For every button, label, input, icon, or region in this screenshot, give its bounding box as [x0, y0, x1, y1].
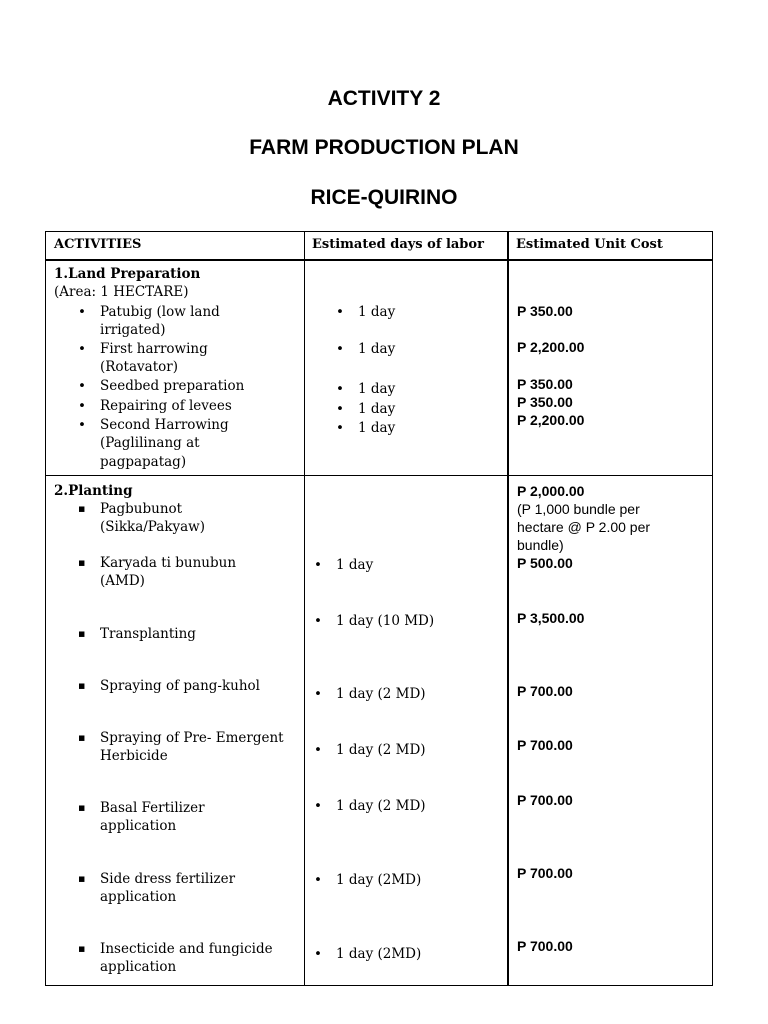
land-item-second-harrowing-cont: pagpapatag): [100, 454, 187, 470]
column-divider: [507, 232, 509, 985]
planting-item-insecticide-cont: application: [100, 959, 177, 975]
planting-item-insecticide: ▪ Insecticide and fungicide: [100, 940, 273, 958]
land-item-first-harrowing-cont: (Rotavator): [100, 359, 178, 375]
planting-item-pang-kuhol: ▪ Spraying of pang-kuhol: [100, 677, 260, 695]
planting-cost-pang-kuhol: P 700.00: [517, 683, 573, 699]
land-item-patubig-cont: irrigated): [100, 322, 166, 338]
planting-cost-basal-fertilizer: P 700.00: [517, 792, 573, 808]
planting-item-pagbubunot: ▪ Pagbubunot: [100, 500, 182, 518]
planting-cost-side-dress: P 700.00: [517, 865, 573, 881]
planting-item-basal-fertilizer: ▪ Basal Fertilizer: [100, 799, 205, 817]
planting-days-pre-emergent: • 1 day (2 MD): [336, 741, 426, 759]
land-cost-seedbed: P 350.00: [517, 376, 573, 392]
land-item-patubig: • Patubig (low land: [100, 303, 220, 321]
land-area: (Area: 1 HECTARE): [54, 284, 189, 300]
land-item-first-harrowing: • First harrowing: [100, 340, 208, 358]
section-divider: [46, 475, 712, 476]
planting-cost-transplanting: P 3,500.00: [517, 610, 585, 626]
planting-item-karyada-cont: (AMD): [100, 573, 145, 589]
planting-item-side-dress-cont: application: [100, 889, 177, 905]
land-days-levees: • 1 day: [358, 400, 395, 418]
planting-cost-pagbubunot: P 2,000.00: [517, 483, 585, 499]
land-item-levees: • Repairing of levees: [100, 397, 232, 415]
planting-days-insecticide: • 1 day (2MD): [336, 945, 421, 963]
section-heading-planting: 2.Planting: [54, 483, 133, 499]
planting-cost-pre-emergent: P 700.00: [517, 737, 573, 753]
planting-days-basal-fertilizer: • 1 day (2 MD): [336, 797, 426, 815]
header-activities: ACTIVITIES: [54, 237, 142, 252]
header-days: Estimated days of labor: [312, 237, 484, 252]
section-heading-land-preparation: 1.Land Preparation: [54, 266, 201, 282]
planting-item-pagbubunot-cont: (Sikka/Pakyaw): [100, 519, 205, 535]
production-plan-table: [45, 231, 713, 986]
land-cost-first-harrowing: P 2,200.00: [517, 339, 585, 355]
planting-days-transplanting: • 1 day (10 MD): [336, 612, 434, 630]
planting-item-karyada: ▪ Karyada ti bunubun: [100, 554, 236, 572]
planting-cost-note: bundle): [517, 537, 564, 553]
land-item-seedbed: • Seedbed preparation: [100, 377, 244, 395]
planting-days-karyada: • 1 day: [336, 556, 373, 574]
land-days-second-harrowing: • 1 day: [358, 419, 395, 437]
land-cost-patubig: P 350.00: [517, 303, 573, 319]
land-item-second-harrowing-cont: (Paglilinang at: [100, 435, 200, 451]
column-divider: [304, 232, 305, 985]
header-divider: [46, 259, 712, 261]
planting-item-pre-emergent: ▪ Spraying of Pre- Emergent: [100, 729, 284, 747]
document-crop-title: RICE-QUIRINO: [310, 186, 458, 209]
planting-cost-karyada: P 500.00: [517, 555, 573, 571]
planting-item-pre-emergent-cont: Herbicide: [100, 748, 168, 764]
land-cost-second-harrowing: P 2,200.00: [517, 412, 585, 428]
planting-days-side-dress: • 1 day (2MD): [336, 871, 421, 889]
land-days-seedbed: • 1 day: [358, 380, 395, 398]
planting-item-transplanting: ▪ Transplanting: [100, 625, 196, 643]
land-days-patubig: • 1 day: [358, 303, 395, 321]
document-subtitle: FARM PRODUCTION PLAN: [249, 136, 519, 159]
planting-item-basal-fertilizer-cont: application: [100, 818, 177, 834]
land-item-second-harrowing: • Second Harrowing: [100, 416, 229, 434]
land-days-first-harrowing: • 1 day: [358, 340, 395, 358]
planting-item-side-dress: ▪ Side dress fertilizer: [100, 870, 235, 888]
planting-cost-note: hectare @ P 2.00 per: [517, 519, 651, 535]
planting-cost-note: (P 1,000 bundle per: [517, 501, 640, 517]
header-cost: Estimated Unit Cost: [516, 237, 663, 252]
document-title: ACTIVITY 2: [327, 87, 441, 110]
planting-days-pang-kuhol: • 1 day (2 MD): [336, 685, 426, 703]
planting-cost-insecticide: P 700.00: [517, 938, 573, 954]
land-cost-levees: P 350.00: [517, 394, 573, 410]
